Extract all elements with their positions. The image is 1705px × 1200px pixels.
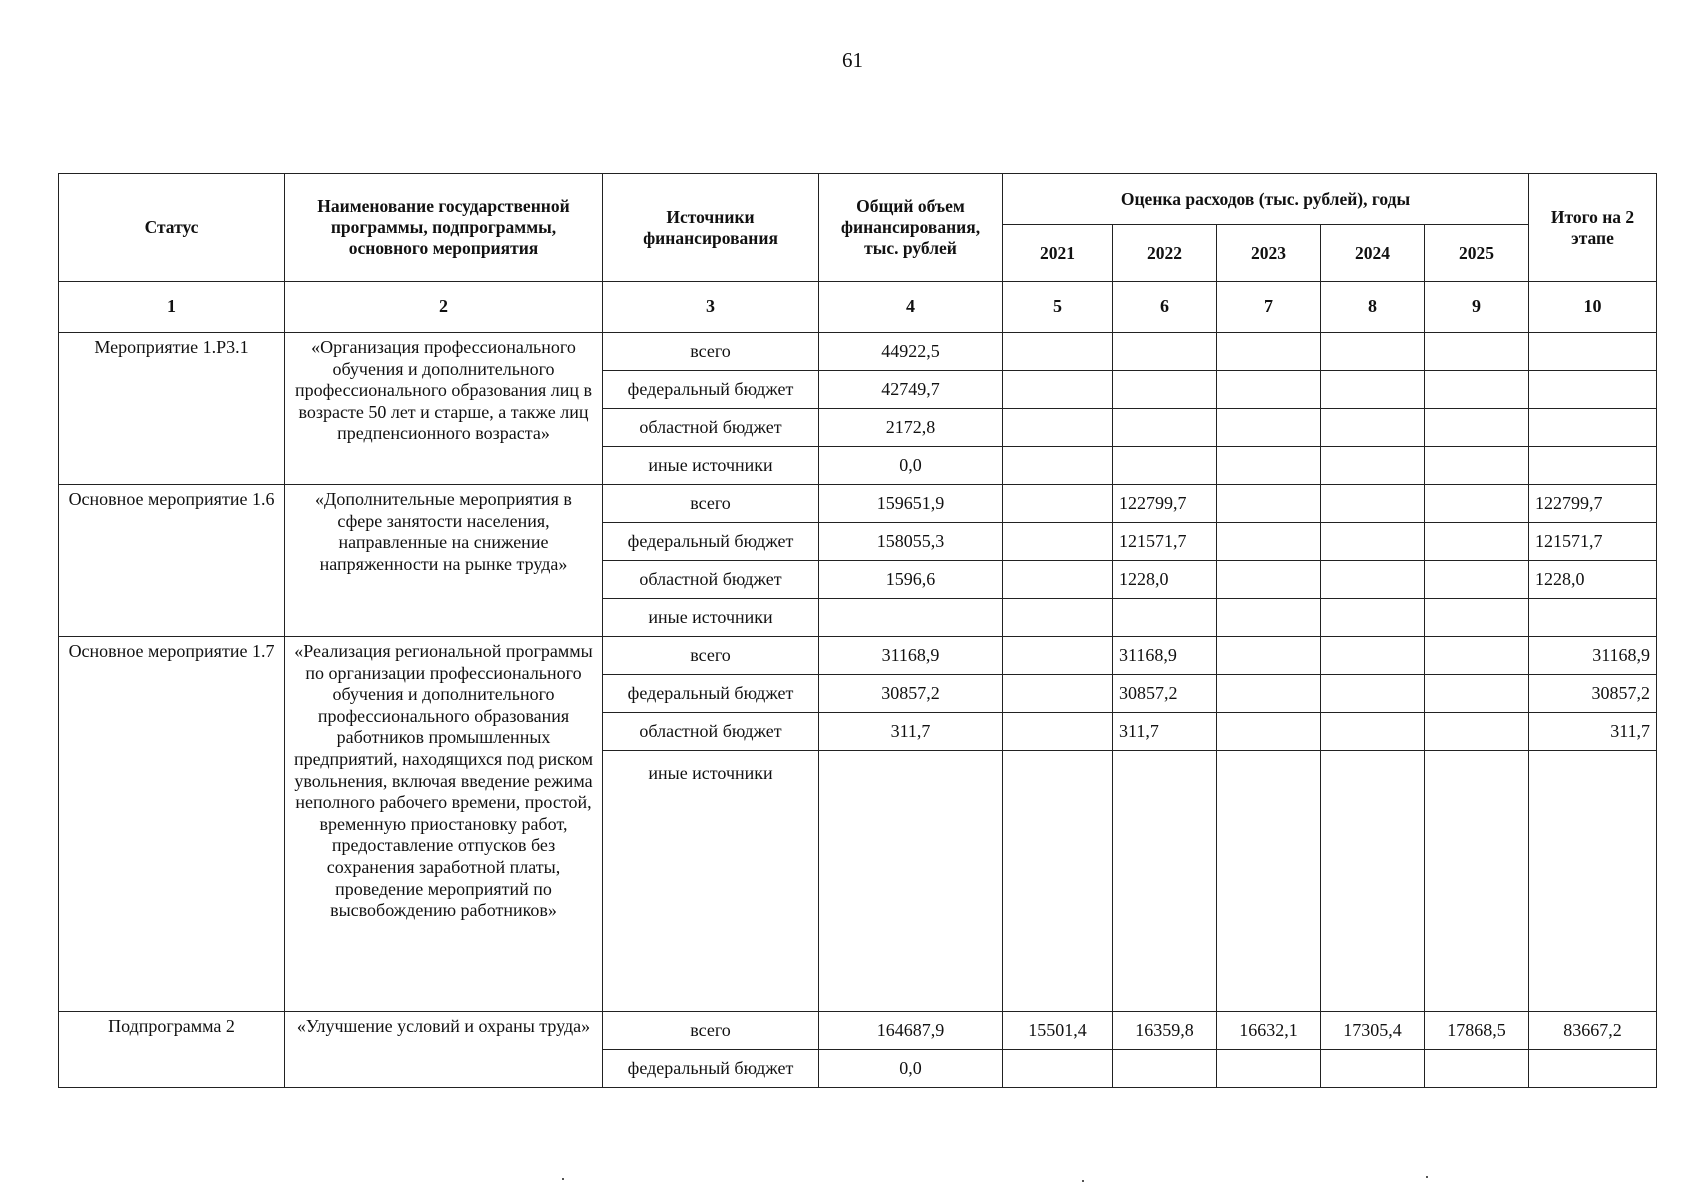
program-name-cell: «Организация профессионального обучения и дополнительного профессионального образования лиц в возрасте 50 лет и старше, а также лиц предпенсионного возраста» — [285, 333, 603, 485]
total-cell: 2172,8 — [819, 409, 1003, 447]
column-number: 7 — [1217, 282, 1321, 333]
stage-total-cell: 121571,7 — [1529, 523, 1657, 561]
year-2023-cell — [1217, 409, 1321, 447]
year-2025-cell — [1425, 751, 1529, 1012]
status-cell: Основное мероприятие 1.7 — [59, 637, 285, 1012]
column-number: 2 — [285, 282, 603, 333]
program-name-cell: «Улучшение условий и охраны труда» — [285, 1012, 603, 1088]
total-cell: 311,7 — [819, 713, 1003, 751]
year-2024-cell — [1321, 637, 1425, 675]
total-cell: 0,0 — [819, 447, 1003, 485]
year-2024-cell — [1321, 523, 1425, 561]
column-number: 4 — [819, 282, 1003, 333]
stage-total-cell: 31168,9 — [1529, 637, 1657, 675]
stage-total-cell — [1529, 751, 1657, 1012]
source-cell: федеральный бюджет — [603, 1050, 819, 1088]
year-2023-cell — [1217, 485, 1321, 523]
column-number: 8 — [1321, 282, 1425, 333]
year-2024-cell: 17305,4 — [1321, 1012, 1425, 1050]
scan-speck — [562, 1178, 564, 1180]
source-cell: всего — [603, 485, 819, 523]
status-cell: Подпрограмма 2 — [59, 1012, 285, 1088]
year-2025-cell — [1425, 713, 1529, 751]
year-2025-cell — [1425, 1050, 1529, 1088]
year-2025-cell — [1425, 485, 1529, 523]
header-year-2021: 2021 — [1003, 225, 1113, 282]
stage-total-cell: 83667,2 — [1529, 1012, 1657, 1050]
source-cell: иные источники — [603, 751, 819, 1012]
stage-total-cell: 1228,0 — [1529, 561, 1657, 599]
source-cell: федеральный бюджет — [603, 675, 819, 713]
column-number: 9 — [1425, 282, 1529, 333]
header-year-2024: 2024 — [1321, 225, 1425, 282]
column-number: 3 — [603, 282, 819, 333]
header-name: Наименование государственной программы, подпрограммы, основного мероприятия — [285, 174, 603, 282]
stage-total-cell: 30857,2 — [1529, 675, 1657, 713]
total-cell: 31168,9 — [819, 637, 1003, 675]
year-2022-cell — [1113, 599, 1217, 637]
stage-total-cell — [1529, 409, 1657, 447]
program-name-cell: «Реализация региональной программы по организации профессионального обучения и дополнительного профессионального образования работников промышленных предприятий, находящихся под риском увольнения, включая введение режима неполного рабочего времени, простой, временную приостановку работ, предоставление отпусков без сохранения заработной платы, проведение мероприятий по высвобождению работников» — [285, 637, 603, 1012]
year-2023-cell: 16632,1 — [1217, 1012, 1321, 1050]
year-2024-cell — [1321, 333, 1425, 371]
stage-total-cell — [1529, 599, 1657, 637]
source-cell: областной бюджет — [603, 561, 819, 599]
stage-total-cell — [1529, 447, 1657, 485]
year-2022-cell: 1228,0 — [1113, 561, 1217, 599]
year-2021-cell — [1003, 371, 1113, 409]
total-cell: 158055,3 — [819, 523, 1003, 561]
year-2021-cell: 15501,4 — [1003, 1012, 1113, 1050]
year-2024-cell — [1321, 485, 1425, 523]
year-2024-cell — [1321, 371, 1425, 409]
year-2025-cell: 17868,5 — [1425, 1012, 1529, 1050]
total-cell: 0,0 — [819, 1050, 1003, 1088]
year-2023-cell — [1217, 751, 1321, 1012]
stage-total-cell — [1529, 333, 1657, 371]
header-status: Статус — [59, 174, 285, 282]
year-2023-cell — [1217, 333, 1321, 371]
stage-total-cell: 122799,7 — [1529, 485, 1657, 523]
stage-total-cell — [1529, 1050, 1657, 1088]
year-2021-cell — [1003, 675, 1113, 713]
year-2024-cell — [1321, 599, 1425, 637]
total-cell: 164687,9 — [819, 1012, 1003, 1050]
year-2021-cell — [1003, 751, 1113, 1012]
total-cell: 1596,6 — [819, 561, 1003, 599]
year-2024-cell — [1321, 751, 1425, 1012]
total-cell — [819, 751, 1003, 1012]
scan-speck — [1426, 1176, 1428, 1178]
table-row — [59, 1012, 1657, 1050]
source-cell: всего — [603, 1012, 819, 1050]
year-2021-cell — [1003, 599, 1113, 637]
year-2021-cell — [1003, 713, 1113, 751]
year-2022-cell: 121571,7 — [1113, 523, 1217, 561]
year-2022-cell — [1113, 333, 1217, 371]
table-row — [59, 637, 1657, 675]
header-year-2023: 2023 — [1217, 225, 1321, 282]
total-cell: 42749,7 — [819, 371, 1003, 409]
status-cell: Основное мероприятие 1.6 — [59, 485, 285, 637]
total-cell — [819, 599, 1003, 637]
source-cell: федеральный бюджет — [603, 371, 819, 409]
year-2025-cell — [1425, 333, 1529, 371]
year-2025-cell — [1425, 447, 1529, 485]
total-cell: 159651,9 — [819, 485, 1003, 523]
year-2023-cell — [1217, 1050, 1321, 1088]
year-2023-cell — [1217, 561, 1321, 599]
source-cell: иные источники — [603, 447, 819, 485]
year-2021-cell — [1003, 1050, 1113, 1088]
year-2022-cell: 311,7 — [1113, 713, 1217, 751]
page-number: 61 — [842, 48, 863, 72]
year-2022-cell — [1113, 409, 1217, 447]
column-number: 1 — [59, 282, 285, 333]
stage-total-cell — [1529, 371, 1657, 409]
year-2022-cell — [1113, 447, 1217, 485]
year-2023-cell — [1217, 371, 1321, 409]
table-row — [59, 333, 1657, 371]
source-cell: областной бюджет — [603, 713, 819, 751]
year-2024-cell — [1321, 409, 1425, 447]
year-2021-cell — [1003, 561, 1113, 599]
year-2023-cell — [1217, 713, 1321, 751]
financing-table — [58, 173, 1657, 1088]
header-year-2022: 2022 — [1113, 225, 1217, 282]
year-2024-cell — [1321, 713, 1425, 751]
scan-speck — [1082, 1180, 1084, 1182]
year-2024-cell — [1321, 561, 1425, 599]
table-row — [59, 485, 1657, 523]
header-sources: Источники финансирования — [603, 174, 819, 282]
year-2021-cell — [1003, 523, 1113, 561]
source-cell: иные источники — [603, 599, 819, 637]
year-2022-cell — [1113, 1050, 1217, 1088]
year-2022-cell: 31168,9 — [1113, 637, 1217, 675]
column-number: 5 — [1003, 282, 1113, 333]
year-2024-cell — [1321, 447, 1425, 485]
year-2022-cell — [1113, 371, 1217, 409]
year-2021-cell — [1003, 485, 1113, 523]
source-cell: всего — [603, 637, 819, 675]
year-2024-cell — [1321, 675, 1425, 713]
source-cell: областной бюджет — [603, 409, 819, 447]
year-2025-cell — [1425, 675, 1529, 713]
year-2021-cell — [1003, 637, 1113, 675]
year-2024-cell — [1321, 1050, 1425, 1088]
status-cell: Мероприятие 1.Р3.1 — [59, 333, 285, 485]
year-2023-cell — [1217, 599, 1321, 637]
year-2025-cell — [1425, 523, 1529, 561]
column-number: 6 — [1113, 282, 1217, 333]
source-cell: федеральный бюджет — [603, 523, 819, 561]
year-2025-cell — [1425, 637, 1529, 675]
year-2022-cell: 30857,2 — [1113, 675, 1217, 713]
year-2023-cell — [1217, 523, 1321, 561]
year-2022-cell: 122799,7 — [1113, 485, 1217, 523]
column-number: 10 — [1529, 282, 1657, 333]
year-2025-cell — [1425, 409, 1529, 447]
header-estimate: Оценка расходов (тыс. рублей), годы — [1003, 174, 1529, 225]
year-2023-cell — [1217, 447, 1321, 485]
header-year-2025: 2025 — [1425, 225, 1529, 282]
year-2021-cell — [1003, 409, 1113, 447]
year-2023-cell — [1217, 637, 1321, 675]
year-2025-cell — [1425, 561, 1529, 599]
year-2021-cell — [1003, 447, 1113, 485]
total-cell: 30857,2 — [819, 675, 1003, 713]
year-2021-cell — [1003, 333, 1113, 371]
program-name-cell: «Дополнительные мероприятия в сфере занятости населения, направленные на снижение напряженности на рынке труда» — [285, 485, 603, 637]
source-cell: всего — [603, 333, 819, 371]
year-2022-cell — [1113, 751, 1217, 1012]
year-2023-cell — [1217, 675, 1321, 713]
year-2022-cell: 16359,8 — [1113, 1012, 1217, 1050]
year-2025-cell — [1425, 599, 1529, 637]
total-cell: 44922,5 — [819, 333, 1003, 371]
header-total-stage: Итого на 2 этапе — [1529, 174, 1657, 282]
header-total-volume: Общий объем финансирования, тыс. рублей — [819, 174, 1003, 282]
year-2025-cell — [1425, 371, 1529, 409]
stage-total-cell: 311,7 — [1529, 713, 1657, 751]
